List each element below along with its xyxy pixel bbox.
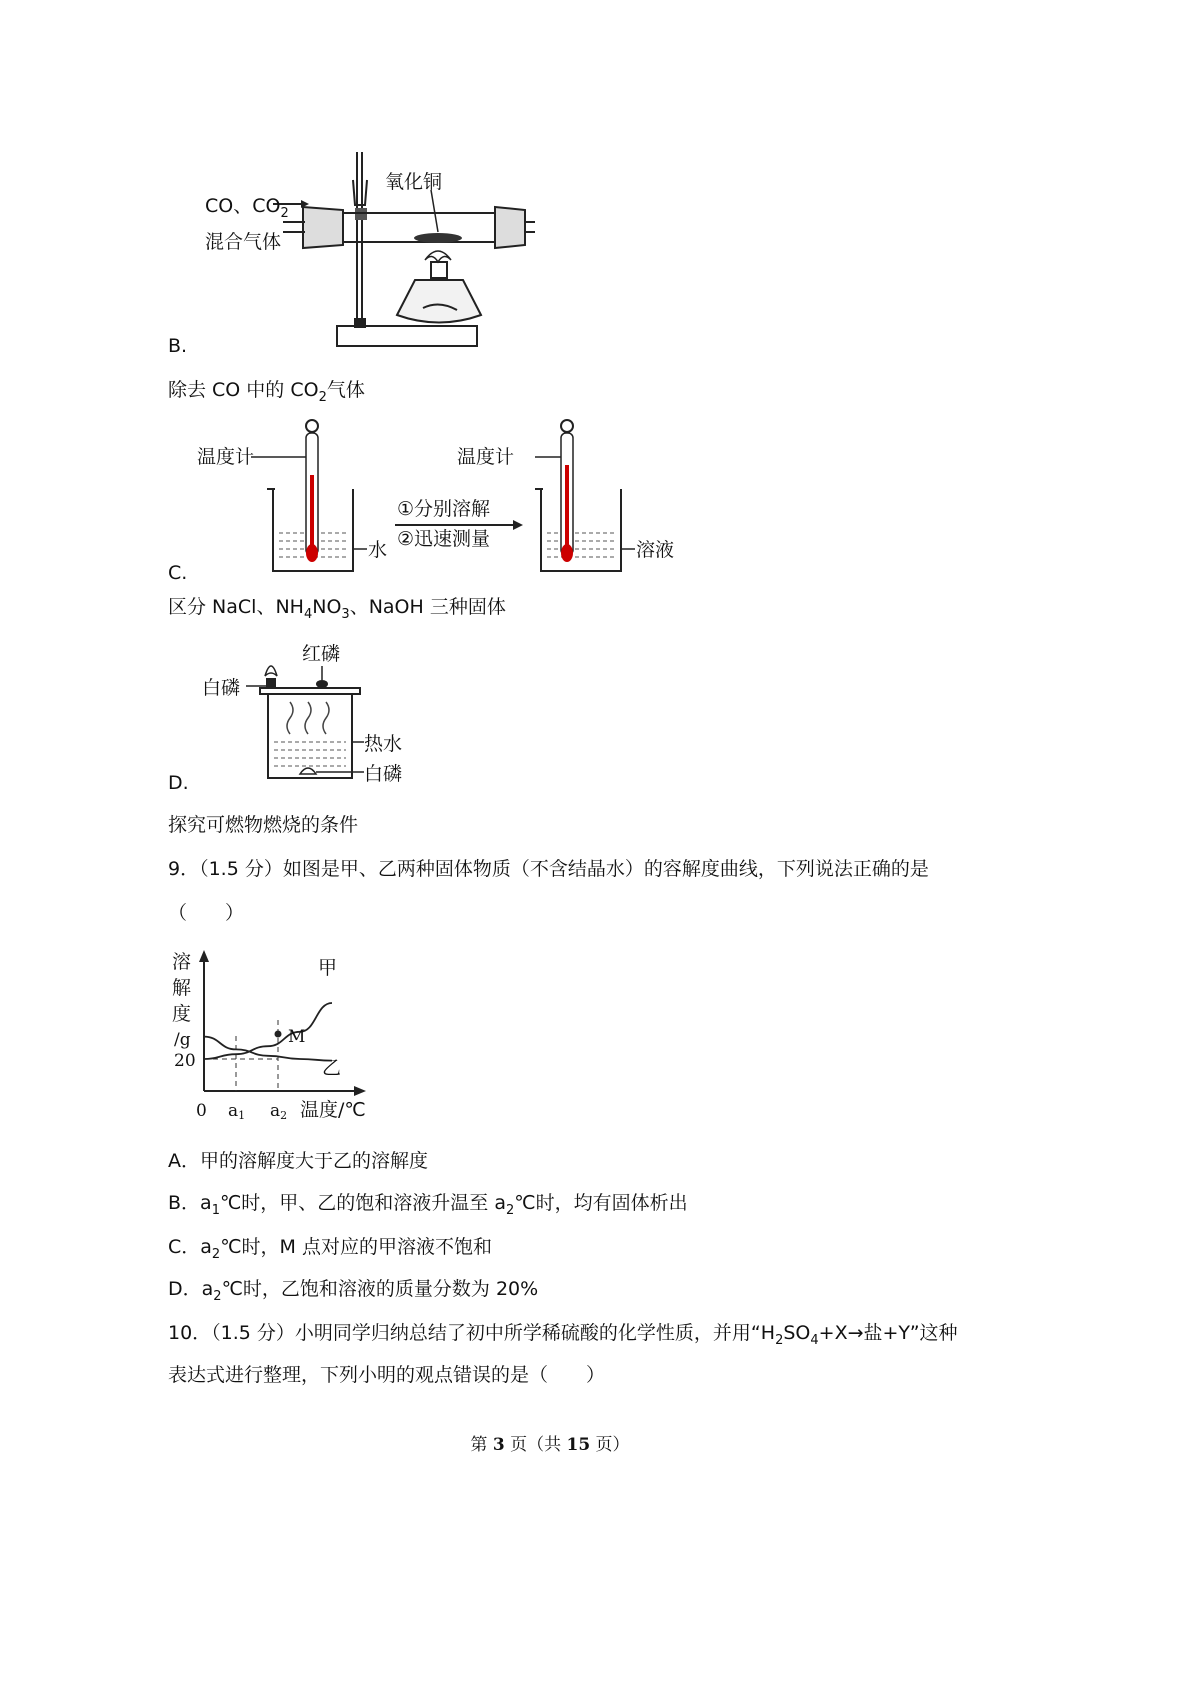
q10-line1-sub1: 2 <box>775 1332 784 1348</box>
white-phosphorus-top-label: 白磷 <box>202 677 241 699</box>
option-b-caption-pre: 除去 CO 中的 CO <box>168 379 319 401</box>
q10-line1-pre: 10．（1.5 分）小明同学归纳总结了初中所学稀硫酸的化学性质，并用“H <box>168 1322 776 1344</box>
ylabel-char-3: 度 <box>172 1003 192 1025</box>
option-c-caption-post: 、NaOH 三种固体 <box>349 596 506 618</box>
ylabel-unit: /g <box>174 1030 191 1050</box>
x-tick-a1 <box>228 1101 245 1122</box>
x-tick-a2-sub: 2 <box>280 1109 288 1122</box>
figure-c-thermometers <box>195 415 685 580</box>
footer-mid: 页（共 <box>504 1435 567 1455</box>
q9-option-c-part1: C．a <box>168 1236 212 1258</box>
thermometer-label-left: 温度计 <box>197 446 255 468</box>
option-c-caption-sub1: 4 <box>303 606 313 622</box>
question-10-line1 <box>168 1320 958 1346</box>
chart-x-axis-arrow <box>354 1086 366 1096</box>
x-tick-a2-main: a <box>270 1101 281 1121</box>
option-c-caption <box>168 594 506 620</box>
q9-option-b <box>168 1190 688 1216</box>
question-10-line2: 表达式进行整理，下列小明的观点错误的是（ ） <box>168 1364 606 1386</box>
q9-option-d-sub: 2 <box>213 1288 222 1304</box>
q9-option-b-sub1: 1 <box>211 1202 220 1218</box>
figure-b-apparatus <box>195 150 535 375</box>
point-m-label: M <box>288 1027 306 1047</box>
page-footer <box>0 1432 1100 1458</box>
q10-line1-sub2: 4 <box>810 1332 819 1348</box>
series-line-jia <box>204 1003 332 1059</box>
q9-option-a: A．甲的溶解度大于乙的溶解度 <box>168 1150 428 1172</box>
thermometer-label-right: 温度计 <box>457 446 515 468</box>
q9-option-d-part2: ℃时，乙饱和溶液的质量分数为 20% <box>221 1278 539 1300</box>
q9-option-b-part2: ℃时，甲、乙的饱和溶液升温至 a <box>219 1192 506 1214</box>
option-b-caption-sub: 2 <box>318 389 327 405</box>
ylabel-char-1: 溶 <box>172 951 192 973</box>
q9-option-d <box>168 1276 538 1302</box>
footer-pre: 第 <box>470 1435 493 1455</box>
reagent-label: 氧化铜 <box>385 171 443 193</box>
white-phosphorus-bottom-label: 白磷 <box>364 763 403 785</box>
water-label: 水 <box>368 539 388 561</box>
footer-page-number: 3 <box>492 1435 505 1455</box>
x-tick-origin: 0 <box>196 1101 207 1121</box>
gas-label-subscript: 2 <box>280 206 289 221</box>
solubility-chart <box>170 948 380 1128</box>
chart-y-axis-arrow <box>199 950 209 962</box>
option-c-letter: C. <box>168 562 188 584</box>
gas-label-line1: CO、CO <box>205 195 281 217</box>
red-phosphorus-label: 红磷 <box>302 643 341 665</box>
option-b-caption <box>168 377 365 403</box>
svg-text:CO、CO2 <box>205 195 289 221</box>
figure-d-combustion <box>200 638 410 788</box>
option-d-caption: 探究可燃物燃烧的条件 <box>168 814 359 836</box>
q9-option-b-part3: ℃时，均有固体析出 <box>514 1192 688 1214</box>
step-2-label: ②迅速测量 <box>397 528 491 550</box>
q10-line1-mid: SO <box>783 1322 811 1344</box>
q9-option-c <box>168 1234 492 1260</box>
q9-option-c-sub: 2 <box>211 1246 221 1262</box>
x-tick-a1-main: a <box>228 1101 239 1121</box>
option-b-caption-post: 气体 <box>326 379 365 401</box>
option-c-caption-pre: 区分 NaCl、NH <box>168 596 304 618</box>
series-label-jia: 甲 <box>318 957 338 979</box>
option-b-letter: B. <box>168 335 188 357</box>
q9-option-d-part1: D．a <box>168 1278 214 1300</box>
y-tick-20: 20 <box>174 1051 196 1071</box>
x-tick-a1-sub: 1 <box>238 1109 246 1122</box>
q10-line1-post: +X→盐+Y”这种 <box>818 1322 958 1344</box>
question-9-stem-line2: （ ） <box>168 902 245 924</box>
x-tick-a2 <box>270 1101 287 1122</box>
ylabel-char-2: 解 <box>172 977 192 999</box>
question-9-stem-line1: 9．（1.5 分）如图是甲、乙两种固体物质（不含结晶水）的容解度曲线，下列说法正确的是 <box>168 858 929 880</box>
q9-option-b-part1: B．a <box>168 1192 212 1214</box>
option-c-caption-sub2: 3 <box>341 606 350 622</box>
option-c-caption-mid: NO <box>312 596 342 618</box>
q9-option-b-sub2: 2 <box>506 1202 515 1218</box>
x-axis-label: 温度/℃ <box>300 1099 366 1121</box>
footer-total-pages: 15 <box>566 1435 591 1455</box>
point-m <box>275 1031 282 1038</box>
series-label-yi: 乙 <box>322 1057 342 1079</box>
gas-label-line2: 混合气体 <box>205 231 282 253</box>
option-d-letter: D. <box>168 772 189 794</box>
series-line-yi <box>204 1037 332 1061</box>
solution-label: 溶液 <box>636 539 675 561</box>
q9-option-c-part2: ℃时，M 点对应的甲溶液不饱和 <box>220 1236 492 1258</box>
step-1-label: ①分别溶解 <box>397 498 491 520</box>
footer-post: 页） <box>590 1435 630 1455</box>
hot-water-label: 热水 <box>364 733 403 755</box>
